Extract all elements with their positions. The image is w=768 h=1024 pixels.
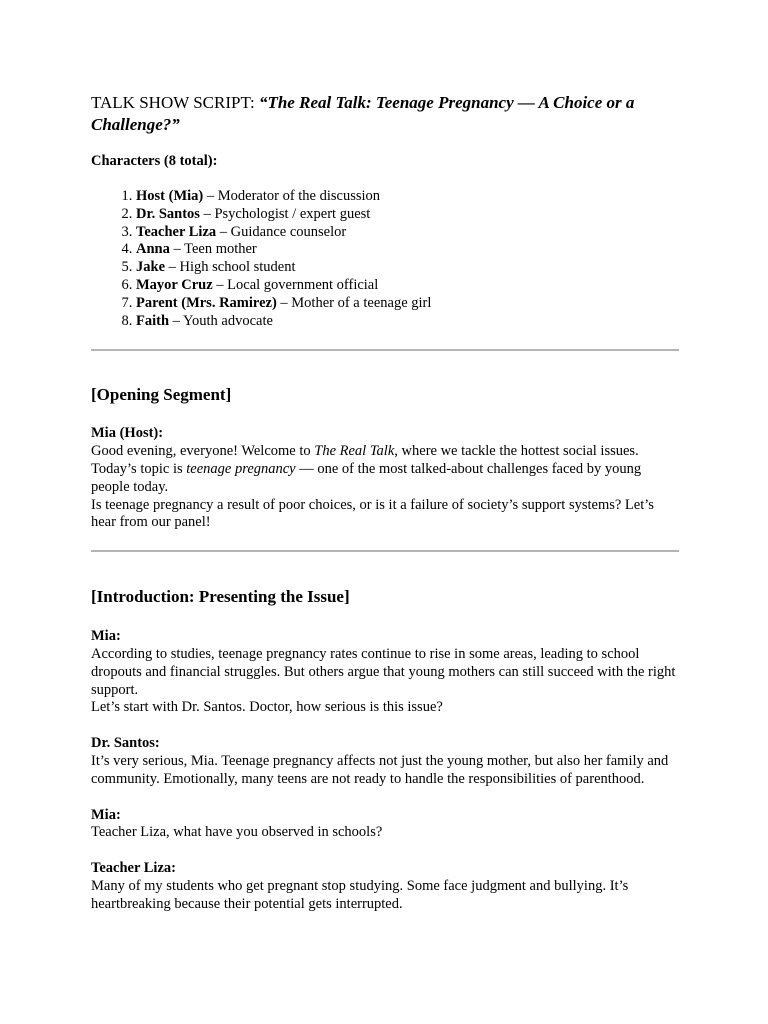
character-name: Parent (Mrs. Ramirez) (136, 294, 277, 311)
character-item (136, 313, 681, 331)
speaker-label: Mia (Host): (91, 425, 164, 442)
topic-italic: teenage pregnancy (186, 460, 296, 477)
script-title (91, 92, 681, 136)
character-desc: – Local government official (212, 276, 379, 293)
character-name: Teacher Liza (136, 223, 217, 240)
dialogue-segment: Good evening, everyone! Welcome to (91, 443, 315, 460)
character-desc: – Teen mother (169, 241, 257, 258)
character-item (136, 277, 681, 295)
dialogue-text: Teacher Liza, what have you observed in schools? (91, 824, 383, 841)
character-name: Host (Mia) (136, 188, 204, 204)
title-show-name: “The Real Talk: Teenage Pregnancy — A Choice or a Challenge?” (91, 93, 635, 134)
speaker-label: Teacher Liza: (91, 860, 176, 877)
dialogue-text: Let’s start with Dr. Santos. Doctor, how serious is this issue? (91, 699, 443, 716)
speaker-label: Dr. Santos: (91, 735, 160, 752)
speaker-label: Mia: (91, 806, 121, 823)
characters-list (91, 188, 681, 330)
introduction-heading: [Introduction: Presenting the Issue] (91, 587, 350, 607)
show-name-italic: The Real Talk (314, 443, 395, 460)
character-name: Mayor Cruz (136, 276, 213, 293)
document-body (91, 92, 681, 914)
character-name: Faith (136, 312, 170, 329)
characters-heading: Characters (8 total): (91, 153, 218, 169)
dialogue-segment: Today’s topic is (91, 460, 187, 477)
character-item (136, 259, 681, 277)
dialogue-text: Is teenage pregnancy a result of poor choices, or is it a failure of society’s support systems? Let’s hear from our panel! (91, 496, 654, 531)
dialogue-segment: — one of the most talked-about challenges faced by young people today. (91, 460, 642, 495)
character-desc: – Moderator of the discussion (203, 188, 381, 204)
title-prefix: TALK SHOW SCRIPT: (91, 93, 259, 112)
opening-segment-heading: [Opening Segment] (91, 385, 232, 405)
character-desc: – Guidance counselor (216, 223, 347, 240)
character-item (136, 224, 681, 242)
character-item (136, 241, 681, 259)
dialogue-text: It’s very serious, Mia. Teenage pregnancy affects not just the young mother, but also her family and community. Emotionally, many teens are not ready to handle the responsibilities of parenthood. (91, 752, 669, 787)
speaker-label: Mia: (91, 628, 121, 645)
character-desc: – Mother of a teenage girl (276, 294, 432, 311)
dialogue-text (91, 461, 681, 497)
character-name: Dr. Santos (136, 205, 200, 222)
dialogue-text (91, 443, 681, 461)
section-divider (91, 550, 679, 552)
character-item (136, 188, 681, 206)
character-item (136, 295, 681, 313)
dialogue-text: According to studies, teenage pregnancy rates continue to rise in some areas, leading to school dropouts and financial struggles. But others argue that young mothers can still succeed with the right support. (91, 645, 676, 698)
dialogue-text: Many of my students who get pregnant stop studying. Some face judgment and bullying. It’s heartbreaking because their potential gets interrupted. (91, 877, 629, 912)
character-item (136, 206, 681, 224)
dialogue-segment: , where we tackle the hottest social issues. (394, 443, 639, 460)
character-desc: – High school student (165, 259, 296, 276)
section-divider (91, 349, 679, 351)
character-name: Jake (136, 259, 165, 276)
character-desc: – Youth advocate (169, 312, 273, 329)
character-name: Anna (136, 241, 170, 258)
character-desc: – Psychologist / expert guest (199, 205, 371, 222)
